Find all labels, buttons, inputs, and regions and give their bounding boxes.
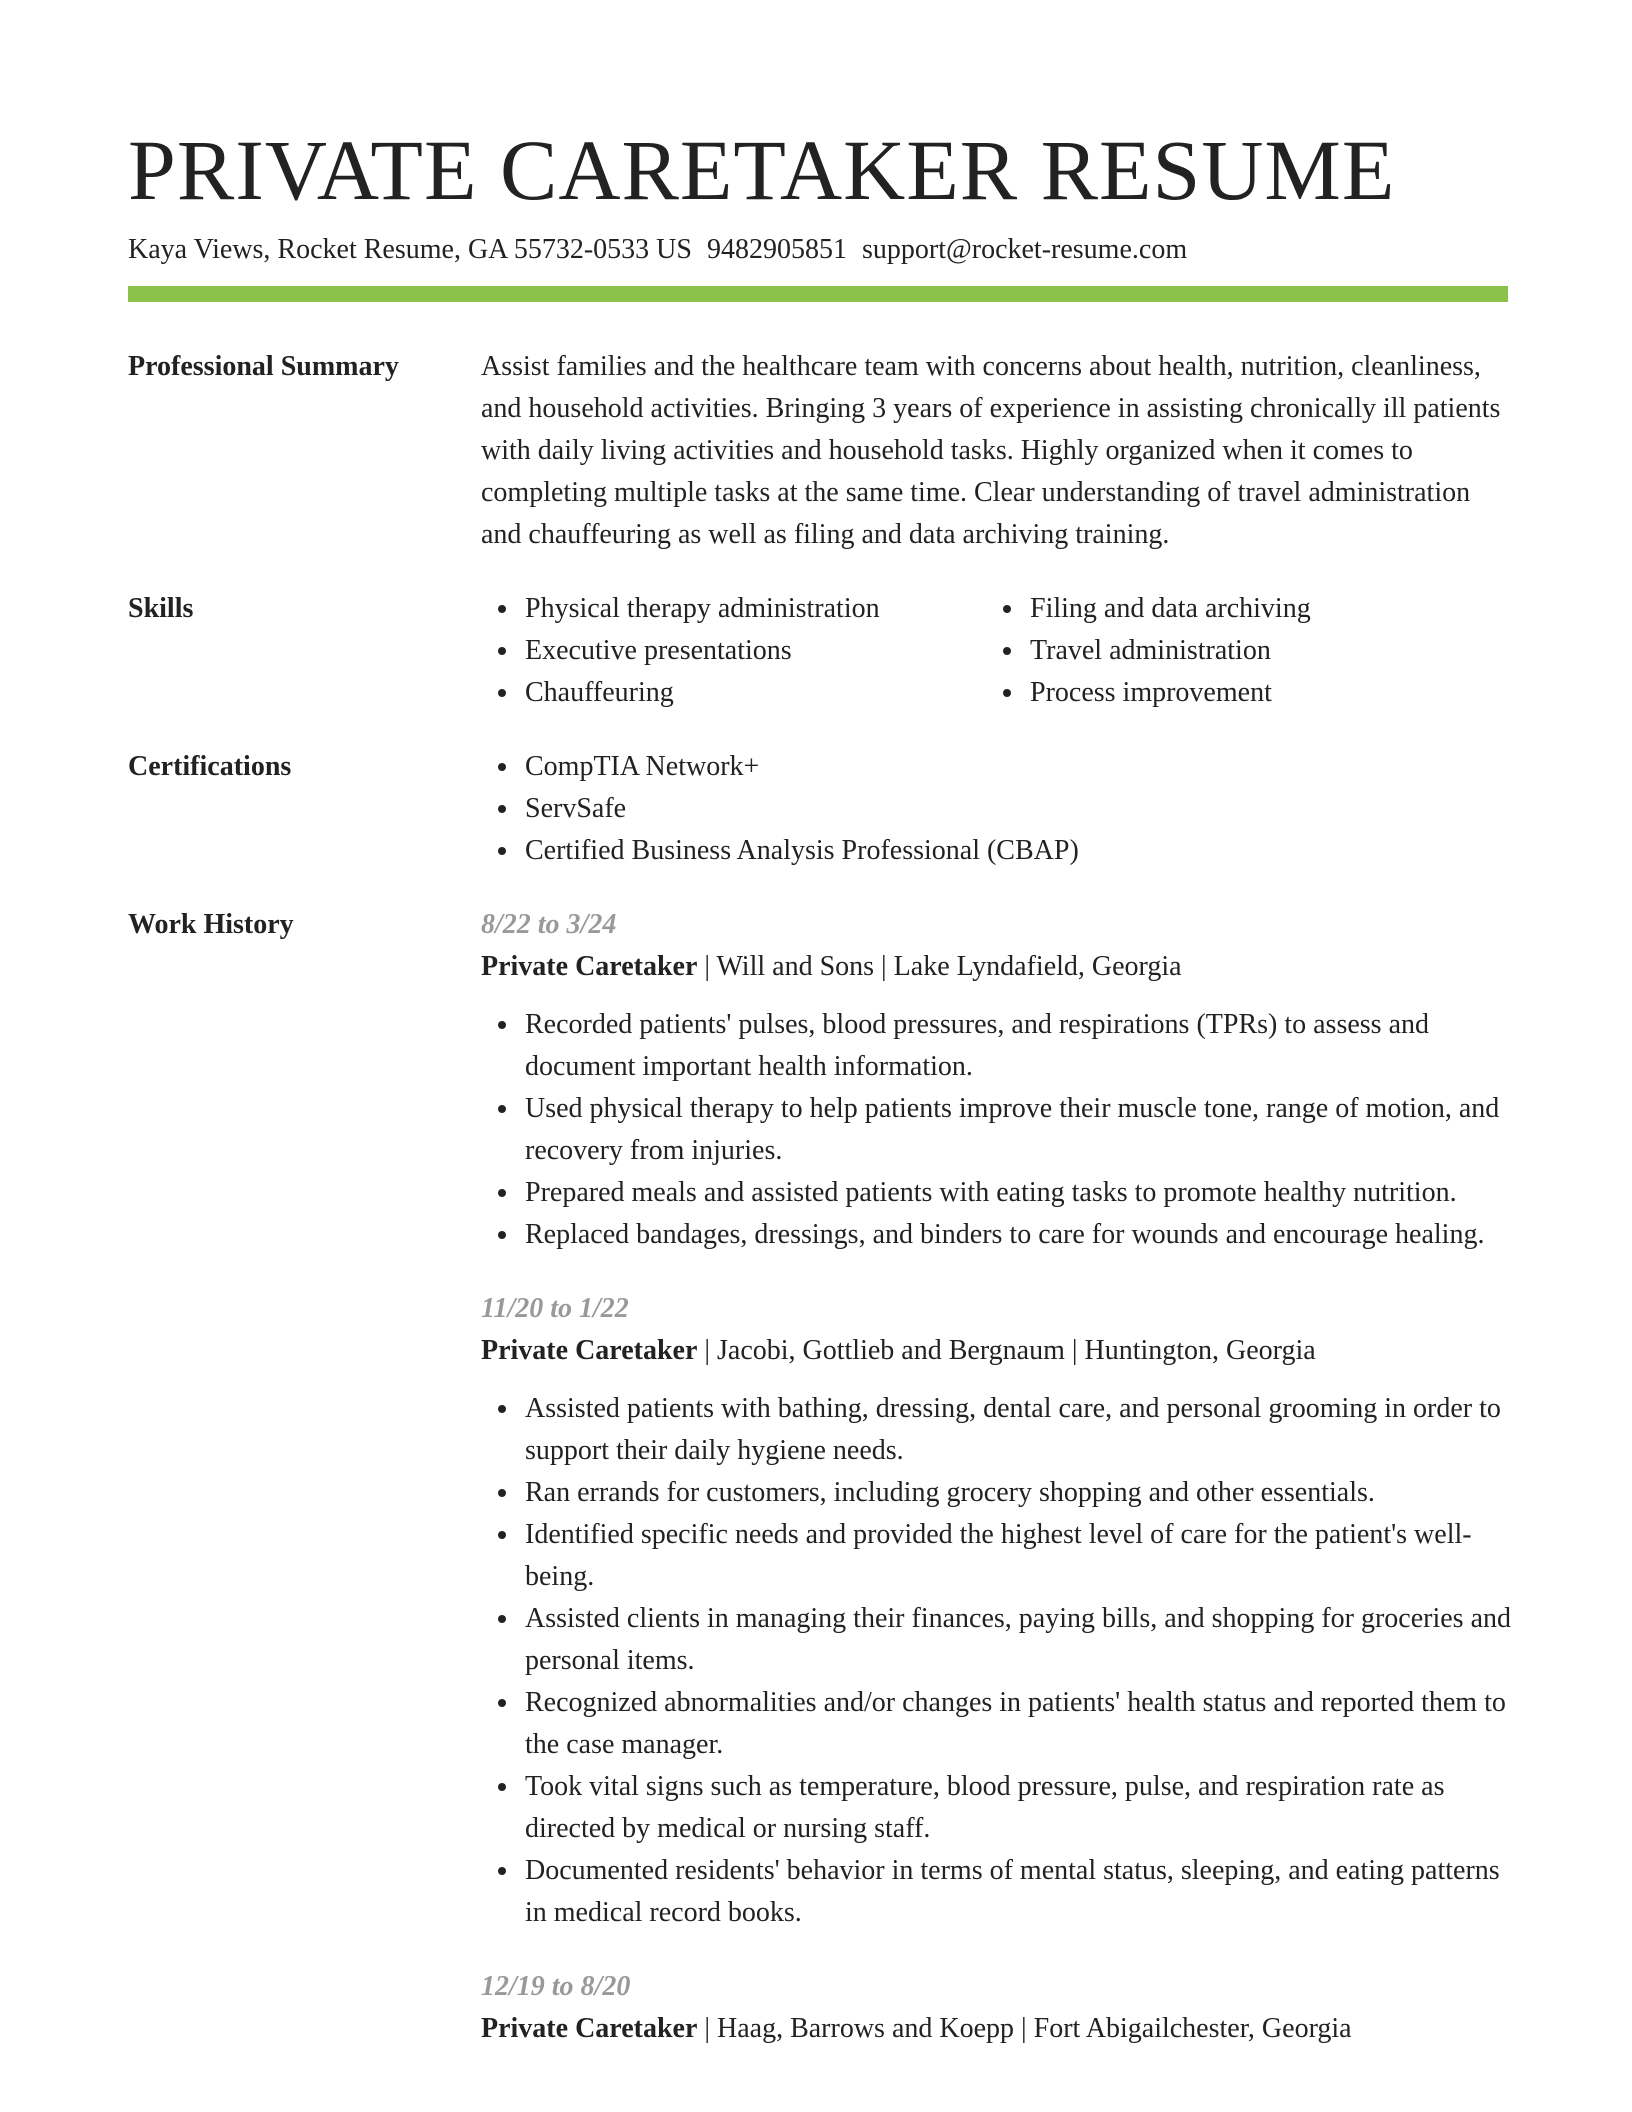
job-location: Fort Abigailchester, Georgia — [1033, 2013, 1352, 2044]
contact-phone: 9482905851 — [706, 234, 847, 265]
skill-item: Travel administration — [1030, 630, 1491, 672]
job-dates: 8/22 to 3/24 — [481, 909, 617, 940]
job-bullets — [481, 1004, 1511, 1256]
certification-item: Certified Business Analysis Professional (CBAP) — [525, 830, 1511, 872]
certification-item: ServSafe — [525, 788, 1511, 830]
job-heading — [481, 946, 1511, 988]
job-heading — [481, 2008, 1511, 2050]
job-separator: | — [881, 951, 887, 982]
job-bullet: Assisted patients with bathing, dressing, dental care, and personal grooming in order to support their daily hygiene needs. — [525, 1388, 1511, 1472]
job-title: Private Caretaker — [481, 951, 698, 982]
job-bullet: Took vital signs such as temperature, blood pressure, pulse, and respiration rate as directed by medical or nursing staff. — [525, 1766, 1511, 1850]
skills-list-left — [481, 588, 986, 714]
job-bullet: Prepared meals and assisted patients with eating tasks to promote healthy nutrition. — [525, 1172, 1511, 1214]
summary-heading: Professional Summary — [128, 351, 399, 382]
job-entry — [481, 1966, 1511, 2050]
job-bullets — [481, 1388, 1511, 1934]
skill-item: Physical therapy administration — [525, 588, 986, 630]
job-company: Haag, Barrows and Koepp — [717, 2013, 1015, 2044]
job-separator: | — [1021, 2013, 1027, 2044]
job-bullet: Ran errands for customers, including grocery shopping and other essentials. — [525, 1472, 1511, 1514]
job-bullet: Recorded patients' pulses, blood pressures, and respirations (TPRs) to assess and document important health information. — [525, 1004, 1511, 1088]
job-separator: | — [1071, 1335, 1078, 1366]
summary-text: Assist families and the healthcare team with concerns about health, nutrition, cleanliness, and household activities. Bringing 3 years of experience in assisting chronically ill patients with daily living activities and household tasks. Highly organized when it comes to completing multiple tasks at the same time. Clear understanding of travel administration and chauffeuring as well as filing and data archiving training. — [481, 351, 1501, 550]
certifications-list — [481, 746, 1511, 872]
work-history-heading: Work History — [128, 909, 294, 940]
contact-address: Kaya Views, Rocket Resume, GA 55732-0533 US — [128, 234, 692, 265]
job-company: Jacobi, Gottlieb and Bergnaum — [717, 1335, 1065, 1366]
job-location: Huntington, Georgia — [1084, 1335, 1316, 1366]
job-bullet: Documented residents' behavior in terms of mental status, sleeping, and eating patterns in medical record books. — [525, 1850, 1511, 1934]
skills-heading: Skills — [128, 593, 194, 624]
job-bullet: Assisted clients in managing their finances, paying bills, and shopping for groceries and personal items. — [525, 1598, 1511, 1682]
resume-title: PRIVATE CARETAKER RESUME — [128, 122, 1396, 218]
job-bullet: Recognized abnormalities and/or changes in patients' health status and reported them to the case manager. — [525, 1682, 1511, 1766]
job-separator: | — [704, 1335, 710, 1366]
header-divider — [128, 286, 1508, 302]
job-company: Will and Sons — [716, 951, 875, 982]
job-dates: 12/19 to 8/20 — [481, 1971, 631, 2002]
skill-item: Executive presentations — [525, 630, 986, 672]
job-location: Lake Lyndafield, Georgia — [893, 951, 1182, 982]
job-title: Private Caretaker — [481, 2013, 698, 2044]
job-bullet: Identified specific needs and provided the highest level of care for the patient's well-being. — [525, 1514, 1511, 1598]
job-separator: | — [704, 951, 710, 982]
skill-item: Chauffeuring — [525, 672, 986, 714]
job-entry — [481, 1288, 1511, 1934]
job-bullet: Replaced bandages, dressings, and binders to care for wounds and encourage healing. — [525, 1214, 1511, 1256]
certification-item: CompTIA Network+ — [525, 746, 1511, 788]
skills-list-right — [986, 588, 1491, 714]
skill-item: Process improvement — [1030, 672, 1491, 714]
job-entry — [481, 904, 1511, 1256]
certifications-heading: Certifications — [128, 751, 292, 782]
job-title: Private Caretaker — [481, 1335, 698, 1366]
job-heading — [481, 1330, 1511, 1372]
contact-email[interactable]: support@rocket-resume.com — [861, 234, 1188, 265]
contact-line — [128, 230, 1187, 270]
skill-item: Filing and data archiving — [1030, 588, 1491, 630]
job-dates: 11/20 to 1/22 — [481, 1293, 629, 1324]
job-separator: | — [704, 2013, 710, 2044]
job-bullet: Used physical therapy to help patients improve their muscle tone, range of motion, and recovery from injuries. — [525, 1088, 1511, 1172]
